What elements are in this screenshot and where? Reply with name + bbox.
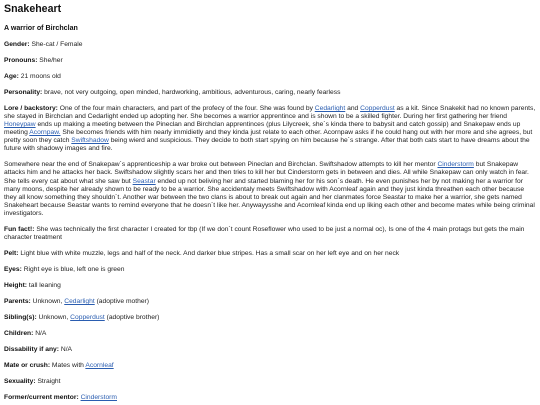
sexuality-label: Sexuality: <box>4 377 36 385</box>
eyes-label: Eyes: <box>4 266 22 273</box>
sexuality-value: Straight <box>35 377 61 385</box>
lore-text-1c: ends up making a meeting between the Pineclan and Birchclan apprentinces (plus Lilycreek, she´s kinda there to babysit and catch gossip) and Snakepaw ends up meeting <box>4 121 521 137</box>
pelt-label: Pelt: <box>4 250 19 258</box>
link-copperdust[interactable]: Copperdust <box>360 104 395 112</box>
lore-text-1d: She becomes friends with him nearly immidietly and they kinda just relate to each other. Acornpaw asks if he could hang out with her more and she agrees, but pretty soon they catch <box>4 129 533 145</box>
age-field <box>4 73 536 81</box>
lore-text-1b: as a kit. Since Snakekit had no known parents, she stayed in Birchclan and Cedarlight ended up adopting her. She becomes a warrior apprentince and is shown to be a skilled fighter. During her first gathering her friend <box>4 104 536 121</box>
lore-text-2c: ended up not beliving her and started blaming her for his son´s death. He even punishes her by not making her a warrior for many moons, despite her already shown to be ready to be a warrior. She accidentaly meets Swiftshadow with Acornleaf again and they just kinda threathen each other because they all know something they shouldn´t. Another war between the two clans is about to break out again and her clanmates force Seastar to make her a warrior, she gets named Snakeheart because Seastar wants to remind everyone that he doesn´t like her. Anywayysshe and Acornleaf kinda end up liking each other and become mates while being criminal investigators. <box>4 177 535 217</box>
lore-text-2b: but Snakepaw attacks him and he attacks her back. Swiftshadow slightly scars her and then tries to kill her but Cinderstorm gets in between and dies. All while Snakepaw can only watch in fear. She tells every cat about what she saw but <box>4 161 529 185</box>
pronouns-field <box>4 57 536 65</box>
parents-field <box>4 298 536 306</box>
link-cinderstorm[interactable]: Cinderstorm <box>437 161 474 169</box>
gender-field <box>4 41 536 49</box>
siblings-value-a: Unknown, <box>36 313 71 321</box>
children-label: Children: <box>4 329 34 337</box>
funfact-field <box>4 226 536 242</box>
link-mate-acornleaf[interactable]: Acornleaf <box>85 361 114 369</box>
parents-label: Parents: <box>4 297 31 305</box>
mentor-label: Former/current mentor: <box>4 393 79 401</box>
eyes-value: Right eye is blue, left one is green <box>21 266 125 273</box>
mentor-field <box>4 394 536 402</box>
lore-text-and: and <box>345 104 361 112</box>
pelt-field <box>4 250 536 258</box>
gender-value: She-cat / Female <box>29 41 83 48</box>
page-title: Snakeheart <box>4 3 62 15</box>
age-label: Age: <box>4 72 19 80</box>
eyes-field <box>4 266 536 274</box>
lore-text-1a: One of the four main characters, and part of the profecy of the four. She was found by <box>57 104 315 112</box>
mate-label: Mate or crush: <box>4 361 51 369</box>
personality-value: brave, not very outgoing, open minded, hardworking, ambitious, adventurous, caring, nearly fearless <box>42 88 341 96</box>
page-subtitle: A warrior of Birchclan <box>4 24 78 32</box>
pelt-value: Light blue with white muzzle, legs and half of the neck. And darker blue stripes. Has a small scar on her left eye and on her neck <box>18 250 400 258</box>
children-field <box>4 330 536 338</box>
height-field <box>4 282 536 290</box>
link-parents-cedarlight[interactable]: Cedarlight <box>64 297 95 305</box>
link-mentor-cinderstorm[interactable]: Cinderstorm <box>80 393 117 401</box>
link-swiftshadow[interactable]: Swiftshadow <box>71 137 109 145</box>
mate-field <box>4 362 536 370</box>
funfact-value: She was technically the first character I created for tbp (If we don´t count Roseflower who used to be just a normal oc), Is one of the 4 main protags but gets the main character treatment <box>4 225 525 242</box>
lore-text-1e: being wierd and suspicious. They decide to both start spying on him because he´s strange. After that both cats start to have dreams about the future with shadowy images and fire. <box>4 137 530 153</box>
lore-text-2a: Somewhere near the end of Snakepaw´s apprenticeship a war broke out between Pineclan and Birchclan. Swiftshadow attempts to kill her mentor <box>4 161 438 169</box>
siblings-value-b: (adoptive brother) <box>104 313 160 321</box>
personality-field <box>4 89 536 97</box>
sexuality-field <box>4 378 536 386</box>
disability-field <box>4 346 536 354</box>
pronouns-label: Pronouns: <box>4 56 38 64</box>
height-value: tall leaning <box>27 281 61 289</box>
gender-label: Gender: <box>4 41 30 48</box>
link-honeypaw[interactable]: Honeypaw <box>4 121 36 129</box>
lore-paragraph-2 <box>4 161 536 218</box>
height-label: Height: <box>4 281 28 289</box>
age-value: 21 moons old <box>18 72 61 80</box>
link-seastar[interactable]: Seastar <box>132 177 156 185</box>
disability-label: Dissability if any: <box>4 345 60 353</box>
siblings-field <box>4 314 536 322</box>
link-acornpaw[interactable]: Acornpaw. <box>29 129 61 137</box>
funfact-label: Fun fact!: <box>4 225 35 233</box>
link-siblings-copperdust[interactable]: Copperdust <box>70 313 105 321</box>
mate-value-a: Mates with <box>50 361 86 369</box>
link-cedarlight[interactable]: Cedarlight <box>314 104 346 112</box>
children-value: N/A <box>33 329 47 337</box>
parents-value-b: (adoptive mother) <box>94 297 149 305</box>
personality-label: Personality: <box>4 88 43 96</box>
lore-label: Lore / backstory: <box>4 104 58 112</box>
lore-paragraph-1 <box>4 105 536 154</box>
parents-value-a: Unknown, <box>30 297 65 305</box>
disability-value: N/A <box>59 345 73 353</box>
siblings-label: Sibling(s): <box>4 313 37 321</box>
pronouns-value: She/her <box>37 56 63 64</box>
